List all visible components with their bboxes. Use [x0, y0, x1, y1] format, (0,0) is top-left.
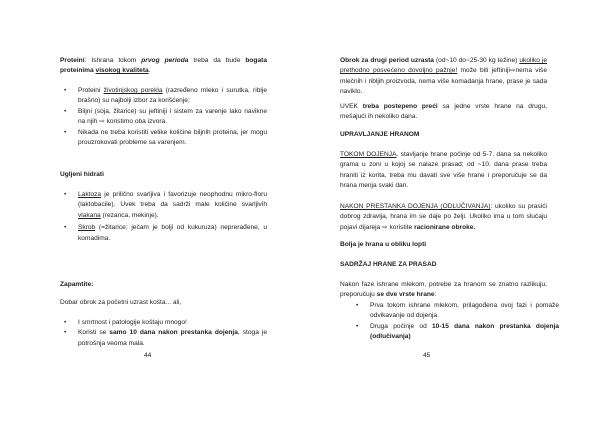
- nakon-paragraph: NAKON PRESTANKA DOJENJA (ODLUČIVANJA): ukoliko su prasići dobrog zdravlja, hrana im se daje po želji. Ukoliko ima u tom slučaju pojavi dijareja ⇨ koristite racionirane obroke.: [340, 203, 547, 231]
- list-item: • Druga počinje od 10-15 dana nakon prestanka dojenja (odlučivanja): [356, 322, 560, 341]
- page-number-right: 45: [423, 352, 431, 359]
- page-number-left: 44: [144, 352, 152, 359]
- list-item: • Biljni (soja, žitarice) su jeftiniji i sistem za varenje lako navikne na njih ⇨ koristimo oba izvora.: [64, 107, 267, 126]
- list-item: • Laktoza je prilično svarljiva i favorizuje neophodnu mikro-floru (laktobacile). Uvek treba da sadrži male količine svarljivih vlakana (rezanca, mekinje).: [64, 191, 267, 219]
- proteini-label: Proteini: [60, 57, 85, 64]
- list-item: • Koristi se samo 10 dana nakon prestanka dojenja, stoga je potrošnja veoma mala.: [64, 329, 268, 347]
- list-item: • Prva tokom ishrane mlekom, prilagođena ovoj fazi i pomaže odvikavanje od dojenja.: [356, 302, 559, 320]
- tokom-paragraph: TOKOM DOJENJA, stavljanje hrane počinje od 5-7. dana sa nekoliko grama u zoni u kojoj se nalaze prasad; od ~10. dana prase treba hraniti iz korita, treba mu davati sve više hrane i preporučuje se da hrana menja svaki dan.: [340, 151, 547, 190]
- nakon-faze-paragraph: Nakon faze ishrane mlekom, potrebe za hranom se znatno razlikuju, preporučuju se dve vrste hrane:: [340, 281, 547, 299]
- zapamtite-text: Dobar obrok za početni uzrast košta... ali,: [60, 299, 182, 306]
- bolja-heading: Bolja je hrana u obliku lopti: [340, 241, 427, 248]
- ugljeni-list: [62, 190, 267, 244]
- right-page: [300, 0, 600, 425]
- section-heading-upravljanje: UPRAVLJANJE HRANOM: [340, 131, 420, 138]
- protein-list: [62, 86, 267, 148]
- list-item: • I smrtnost i patologije koštaju mnogo!: [64, 319, 187, 326]
- zapamtite-list: [62, 318, 267, 349]
- obrok-paragraph: Obrok za drugi period uzrasta (od~10 do~25-30 kg težine) ukoliko je prethodno posvećeno dovoljno pažnje! može biti jeftiniji⇨nema više mlečnih i ribljih proizvoda, nema više komadanja hrane, prase je sada naviklo.: [340, 57, 547, 96]
- uvek-paragraph: UVEK treba postepeno preći sa jedne vrste hrane na drugu, mešajući ih nekoliko dana.: [340, 103, 547, 121]
- section-heading-sadrzaj: SADRŽAJ HRANE ZA PRASAD: [340, 261, 437, 268]
- proteini-paragraph: Proteini: Ishrana tokom prvog perioda treba da bude bogata proteinima visokog kvaliteta.: [60, 57, 267, 75]
- list-item: • Skrob (=žitarice; ječam je bolji od kukuruza) neprerađene, u komadima.: [64, 224, 267, 242]
- section-heading-zapamtite: Zapamtite:: [60, 281, 94, 288]
- list-item: • Proteini životinjskog porekla (razređeno mleko i surutka, riblje brašno) su najbolji izbor za korišćenje;: [64, 87, 267, 105]
- section-heading-ugljeni: Ugljeni hidrati: [60, 171, 104, 178]
- vrste-list: [354, 301, 559, 343]
- list-item: • Nikada ne treba koristiti velike količine biljnih proteina, jer mogu prouzrokovati probleme sa varenjem.: [64, 128, 267, 147]
